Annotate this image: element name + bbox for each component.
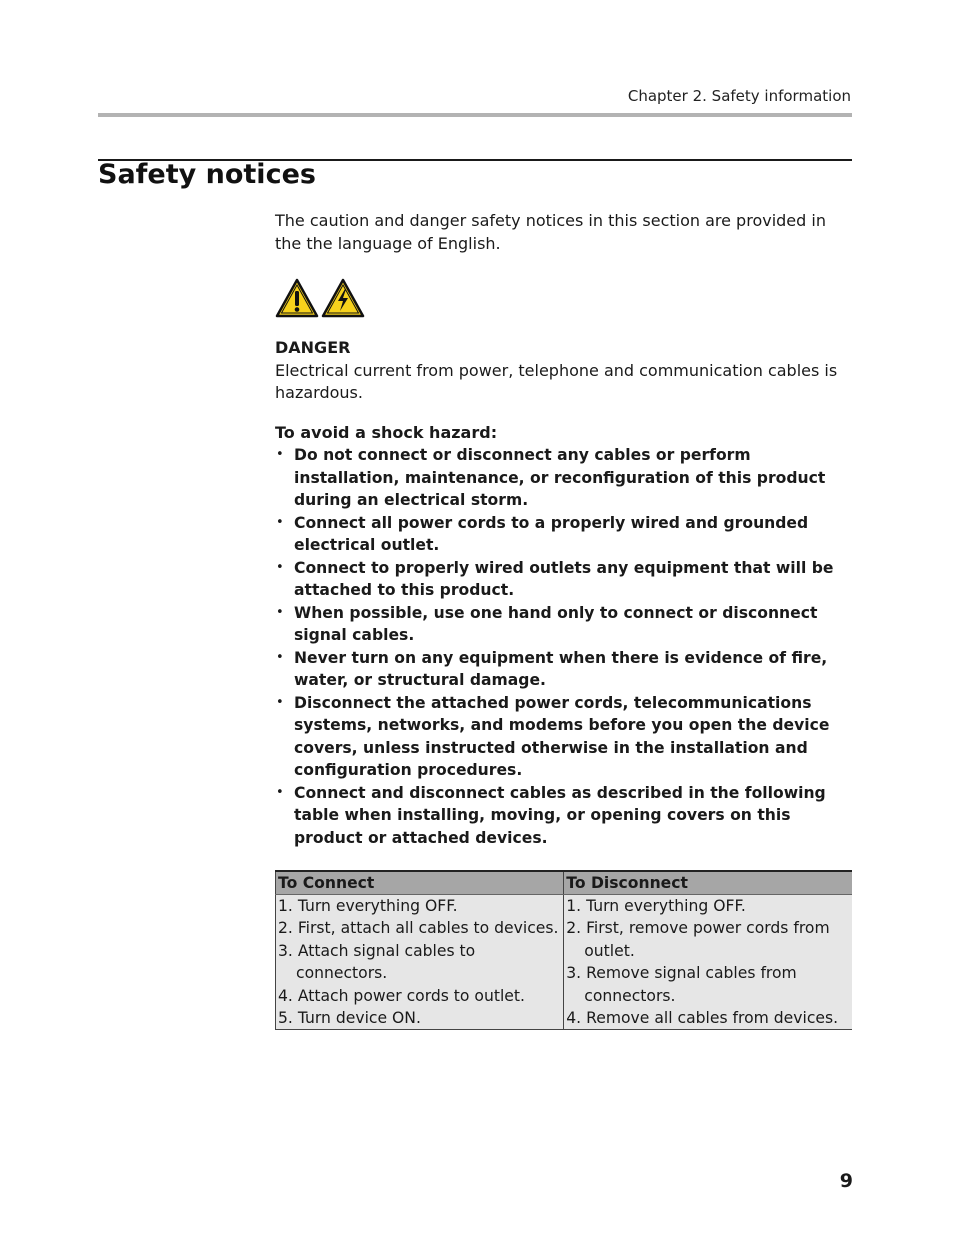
connect-step: 3. Attach signal cables to connectors. [278,941,476,983]
disconnect-step: 4. Remove all cables from devices. [566,1009,839,1028]
list-item: • Connect and disconnect cables as described in the following table when installing, moving, or opening covers on this product or attached devices. [275,782,853,850]
shock-hazard-heading: To avoid a shock hazard: [275,422,498,442]
connect-step: 5. Turn device ON. [278,1009,421,1028]
list-item: • Do not connect or disconnect any cables or perform installation, maintenance, or reconfiguration of this product during an electrical storm. [275,444,853,512]
hazard-icons [275,278,853,318]
disconnect-step: 3. Remove signal cables from connectors. [566,964,797,1005]
table-row [276,895,853,1030]
column-header-connect: To Connect [276,871,564,895]
connect-disconnect-table [275,870,852,1030]
main-content [275,210,853,1030]
list-item: • Connect all power cords to a properly wired and grounded electrical outlet. [275,512,853,557]
table-header-row [276,871,853,895]
warning-triangle-icon [275,278,319,318]
list-item: • Connect to properly wired outlets any equipment that will be attached to this product. [275,557,853,602]
list-item: • When possible, use one hand only to connect or disconnect signal cables. [275,602,853,647]
list-item: • Disconnect the attached power cords, telecommunications systems, networks, and modems before you open the device covers, unless instructed otherwise in the installation and configuration procedures. [275,692,853,782]
disconnect-step: 2. First, remove power cords from outlet. [566,919,830,960]
connect-step: 1. Turn everything OFF. [278,897,458,915]
danger-text: Electrical current from power, telephone and communication cables is hazardous. [275,360,838,402]
connect-step: 2. First, attach all cables to devices. [278,919,559,938]
danger-heading: DANGER [275,338,351,357]
connect-steps [276,895,564,1030]
disconnect-steps [564,895,852,1030]
chapter-header: Chapter 2. Safety information [627,87,851,105]
page-number: 9 [839,1170,853,1192]
list-item: • Never turn on any equipment when there is evidence of fire, water, or structural damage. [275,647,853,692]
page-title: Safety notices [98,159,316,190]
column-header-disconnect: To Disconnect [564,871,852,895]
connect-step: 4. Attach power cords to outlet. [278,986,525,1005]
disconnect-step: 1. Turn everything OFF. [566,897,746,915]
intro-paragraph: The caution and danger safety notices in this section are provided in the the language of English. [275,211,826,253]
header-rule [98,113,852,117]
electrical-hazard-icon [321,278,365,318]
safety-list [275,444,853,849]
